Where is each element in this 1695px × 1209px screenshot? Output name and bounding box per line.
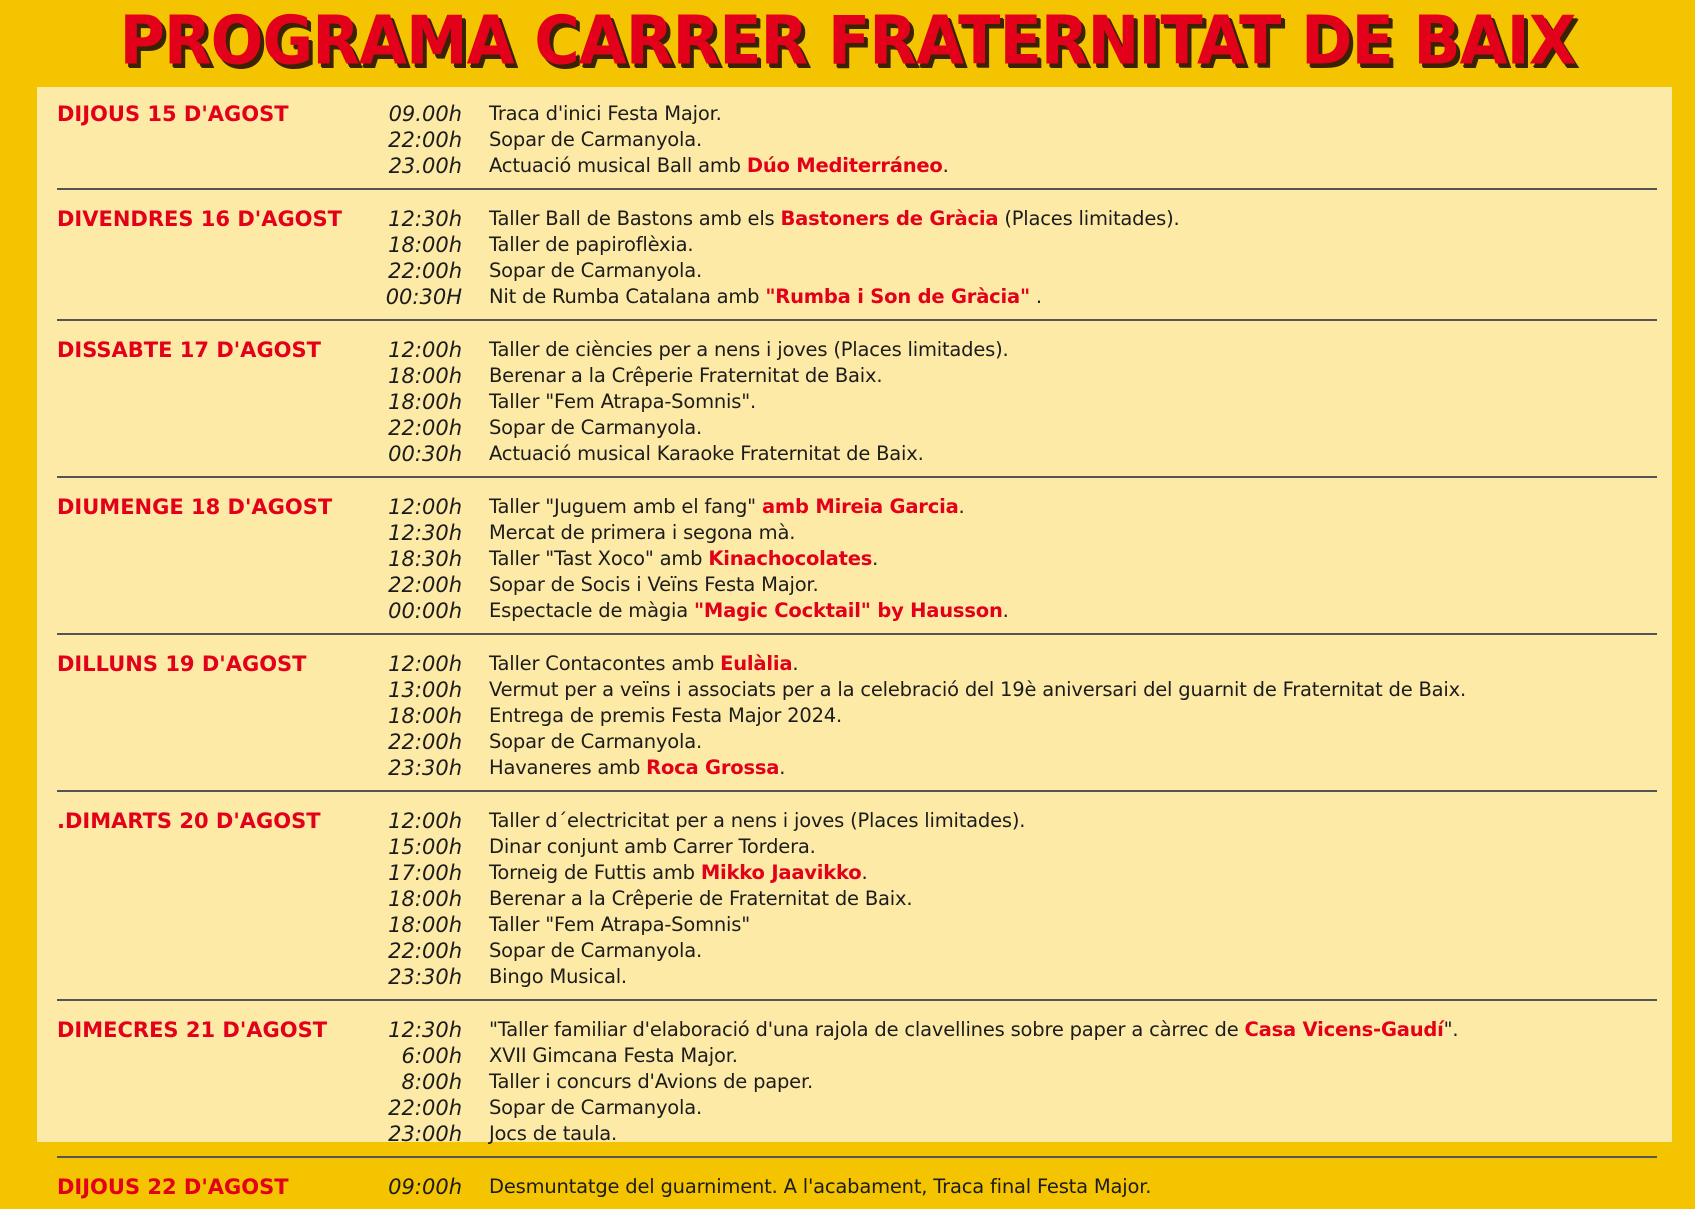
event-text: Mercat de primera i segona mà. xyxy=(489,521,796,544)
event-text: Actuació musical Karaoke Fraternitat de Baix. xyxy=(489,442,924,465)
event-text: Taller "Fem Atrapa-Somnis". xyxy=(489,390,756,413)
event-text: Havaneres amb xyxy=(489,756,647,779)
event-description xyxy=(489,415,702,441)
event-text: Berenar a la Crêperie de Fraternitat de Baix. xyxy=(489,887,913,910)
event-highlight: Eulàlia xyxy=(720,652,793,675)
event-text: Taller i concurs d'Avions de paper. xyxy=(489,1070,814,1093)
event-time: 00:00h xyxy=(388,599,462,623)
event-description xyxy=(489,651,798,677)
event-text: Sopar de Carmanyola. xyxy=(489,259,703,282)
program-panel xyxy=(37,87,1672,1199)
page-title: PROGRAMA CARRER FRATERNITAT DE BAIX xyxy=(119,1,1576,80)
event-description xyxy=(489,572,818,598)
event-time: 22:00h xyxy=(388,259,462,283)
day-name: .DIMARTS 20 D'AGOST xyxy=(57,809,321,833)
event-text: Jocs de taula. xyxy=(489,1122,618,1145)
event-description xyxy=(489,912,750,938)
event-text-after: (Places limitades). xyxy=(998,207,1180,230)
day-name: DIJOUS 15 D'AGOST xyxy=(57,102,289,126)
event-text: Taller de ciències per a nens i joves (Places limitades). xyxy=(489,338,1009,361)
event-text-after: . xyxy=(792,652,799,675)
event-text: Taller Contacontes amb xyxy=(489,652,721,675)
event-highlight: Mikko Jaavikko xyxy=(700,861,862,884)
event-highlight: Bastoners de Gràcia xyxy=(780,207,999,230)
event-time: 12:00h xyxy=(388,652,462,676)
event-description xyxy=(489,441,924,467)
event-text-after: . xyxy=(872,547,879,570)
event-description xyxy=(489,363,882,389)
event-time: 12:00h xyxy=(388,809,462,833)
event-time: 22:00h xyxy=(388,730,462,754)
event-text: Taller "Tast Xoco" amb xyxy=(489,547,709,570)
event-description xyxy=(489,1017,1458,1043)
day-block xyxy=(57,486,1657,635)
event-description xyxy=(489,127,702,153)
event-text: Dinar conjunt amb Carrer Tordera. xyxy=(489,835,816,858)
event-description xyxy=(489,598,1009,624)
event-time: 00:30H xyxy=(385,285,462,309)
event-highlight: "Magic Cocktail" by Hausson xyxy=(693,599,1003,622)
event-text: "Taller familiar d'elaboració d'una rajola de clavellines sobre paper a càrrec de xyxy=(489,1018,1245,1041)
event-text: Berenar a la Crêperie Fraternitat de Baix. xyxy=(489,364,883,387)
event-description xyxy=(489,808,1025,834)
event-description xyxy=(489,546,878,572)
event-text: Sopar de Carmanyola. xyxy=(489,730,703,753)
event-description xyxy=(489,755,785,781)
event-description xyxy=(489,520,795,546)
event-text: Actuació musical Ball amb xyxy=(489,154,747,177)
event-text: Espectacle de màgia xyxy=(489,599,694,622)
event-text: Taller Ball de Bastons amb els xyxy=(489,207,781,230)
event-time: 8:00h xyxy=(401,1070,462,1094)
event-text: Torneig de Futtis amb xyxy=(489,861,701,884)
event-text: Taller d´electricitat per a nens i joves (Places limitades). xyxy=(489,809,1026,832)
event-text-after: . xyxy=(779,756,786,779)
event-text: Taller "Fem Atrapa-Somnis" xyxy=(489,913,750,936)
event-text: Nit de Rumba Catalana amb xyxy=(489,285,766,308)
event-description xyxy=(489,101,722,127)
event-text: Desmuntatge del guarniment. A l'acabament, Traca final Festa Major. xyxy=(489,1175,1152,1198)
event-description xyxy=(489,677,1466,703)
event-highlight: Dúo Mediterráneo xyxy=(746,154,943,177)
event-description xyxy=(489,258,702,284)
event-time: 18:00h xyxy=(388,233,462,257)
event-description xyxy=(489,494,965,520)
day-block xyxy=(57,800,1657,1001)
event-time: 18:30h xyxy=(388,547,462,571)
day-block xyxy=(57,329,1657,478)
event-text: Taller "Juguem amb el fang" xyxy=(489,495,762,518)
event-text-after: . xyxy=(958,495,965,518)
day-block xyxy=(57,198,1657,321)
event-time: 22:00h xyxy=(388,939,462,963)
event-time: 6:00h xyxy=(401,1044,462,1068)
event-time: 18:00h xyxy=(388,913,462,937)
event-text: Sopar de Socis i Veïns Festa Major. xyxy=(489,573,819,596)
event-description xyxy=(489,1069,813,1095)
event-description xyxy=(489,938,702,964)
event-text: Taller de papiroflèxia. xyxy=(489,233,694,256)
event-description xyxy=(489,1043,738,1069)
event-description xyxy=(489,284,1042,310)
event-text: Sopar de Carmanyola. xyxy=(489,416,703,439)
event-description xyxy=(489,232,693,258)
event-time: 09:00h xyxy=(388,1175,462,1199)
event-time: 18:00h xyxy=(388,364,462,388)
event-time: 17:00h xyxy=(388,861,462,885)
event-description xyxy=(489,389,756,415)
event-text-after: . xyxy=(1002,599,1009,622)
event-time: 12:30h xyxy=(388,521,462,545)
event-time: 09.00h xyxy=(388,102,462,126)
event-description xyxy=(489,729,702,755)
day-block xyxy=(57,1009,1657,1158)
event-highlight: amb Mireia Garcia xyxy=(761,495,959,518)
event-description xyxy=(489,1121,617,1147)
event-description xyxy=(489,206,1180,232)
event-text: XVII Gimcana Festa Major. xyxy=(489,1044,738,1067)
event-text-after: . xyxy=(861,861,868,884)
day-block xyxy=(57,1166,1657,1209)
day-name: DIUMENGE 18 D'AGOST xyxy=(57,495,333,519)
event-description xyxy=(489,153,949,179)
event-text-after: ". xyxy=(1443,1018,1459,1041)
event-description xyxy=(489,964,627,990)
event-time: 12:30h xyxy=(388,207,462,231)
event-time: 18:00h xyxy=(388,704,462,728)
event-time: 12:30h xyxy=(388,1018,462,1042)
event-time: 22:00h xyxy=(388,1096,462,1120)
day-name: DIJOUS 22 D'AGOST xyxy=(57,1175,289,1199)
event-description xyxy=(489,1095,702,1121)
day-name: DISSABTE 17 D'AGOST xyxy=(57,338,321,362)
event-text: Traca d'inici Festa Major. xyxy=(489,102,722,125)
event-text: Bingo Musical. xyxy=(489,965,627,988)
event-description xyxy=(489,886,912,912)
event-text: Sopar de Carmanyola. xyxy=(489,128,703,151)
event-text-after: . xyxy=(1029,285,1042,308)
day-block xyxy=(57,643,1657,792)
event-time: 00:30h xyxy=(388,442,462,466)
event-text: Entrega de premis Festa Major 2024. xyxy=(489,704,843,727)
day-block xyxy=(57,93,1657,190)
event-description xyxy=(489,1174,1151,1200)
event-text: Vermut per a veïns i associats per a la celebració del 19è aniversari del guarnit de Fraternitat de Baix. xyxy=(489,678,1466,701)
event-highlight: "Rumba i Son de Gràcia" xyxy=(765,285,1030,308)
event-time: 15:00h xyxy=(388,835,462,859)
event-time: 12:00h xyxy=(388,338,462,362)
event-time: 23:30h xyxy=(388,756,462,780)
event-time: 23.00h xyxy=(388,154,462,178)
event-highlight: Kinachocolates xyxy=(708,547,873,570)
day-name: DIMECRES 21 D'AGOST xyxy=(57,1018,328,1042)
event-highlight: Casa Vicens-Gaudí xyxy=(1244,1018,1444,1041)
event-time: 18:00h xyxy=(388,887,462,911)
event-time: 23:00h xyxy=(388,1122,462,1146)
event-time: 22:00h xyxy=(388,573,462,597)
event-text-after: . xyxy=(942,154,949,177)
event-time: 12:00h xyxy=(388,495,462,519)
event-highlight: Roca Grossa xyxy=(646,756,780,779)
event-time: 18:00h xyxy=(388,390,462,414)
day-name: DIVENDRES 16 D'AGOST xyxy=(57,207,342,231)
day-name: DILLUNS 19 D'AGOST xyxy=(57,652,307,676)
event-time: 22:00h xyxy=(388,128,462,152)
event-description xyxy=(489,337,1009,363)
event-text: Sopar de Carmanyola. xyxy=(489,939,703,962)
event-description xyxy=(489,860,868,886)
event-time: 23:30h xyxy=(388,965,462,989)
event-text: Sopar de Carmanyola. xyxy=(489,1096,703,1119)
event-description xyxy=(489,834,816,860)
event-time: 13:00h xyxy=(388,678,462,702)
event-time: 22:00h xyxy=(388,416,462,440)
event-description xyxy=(489,703,842,729)
